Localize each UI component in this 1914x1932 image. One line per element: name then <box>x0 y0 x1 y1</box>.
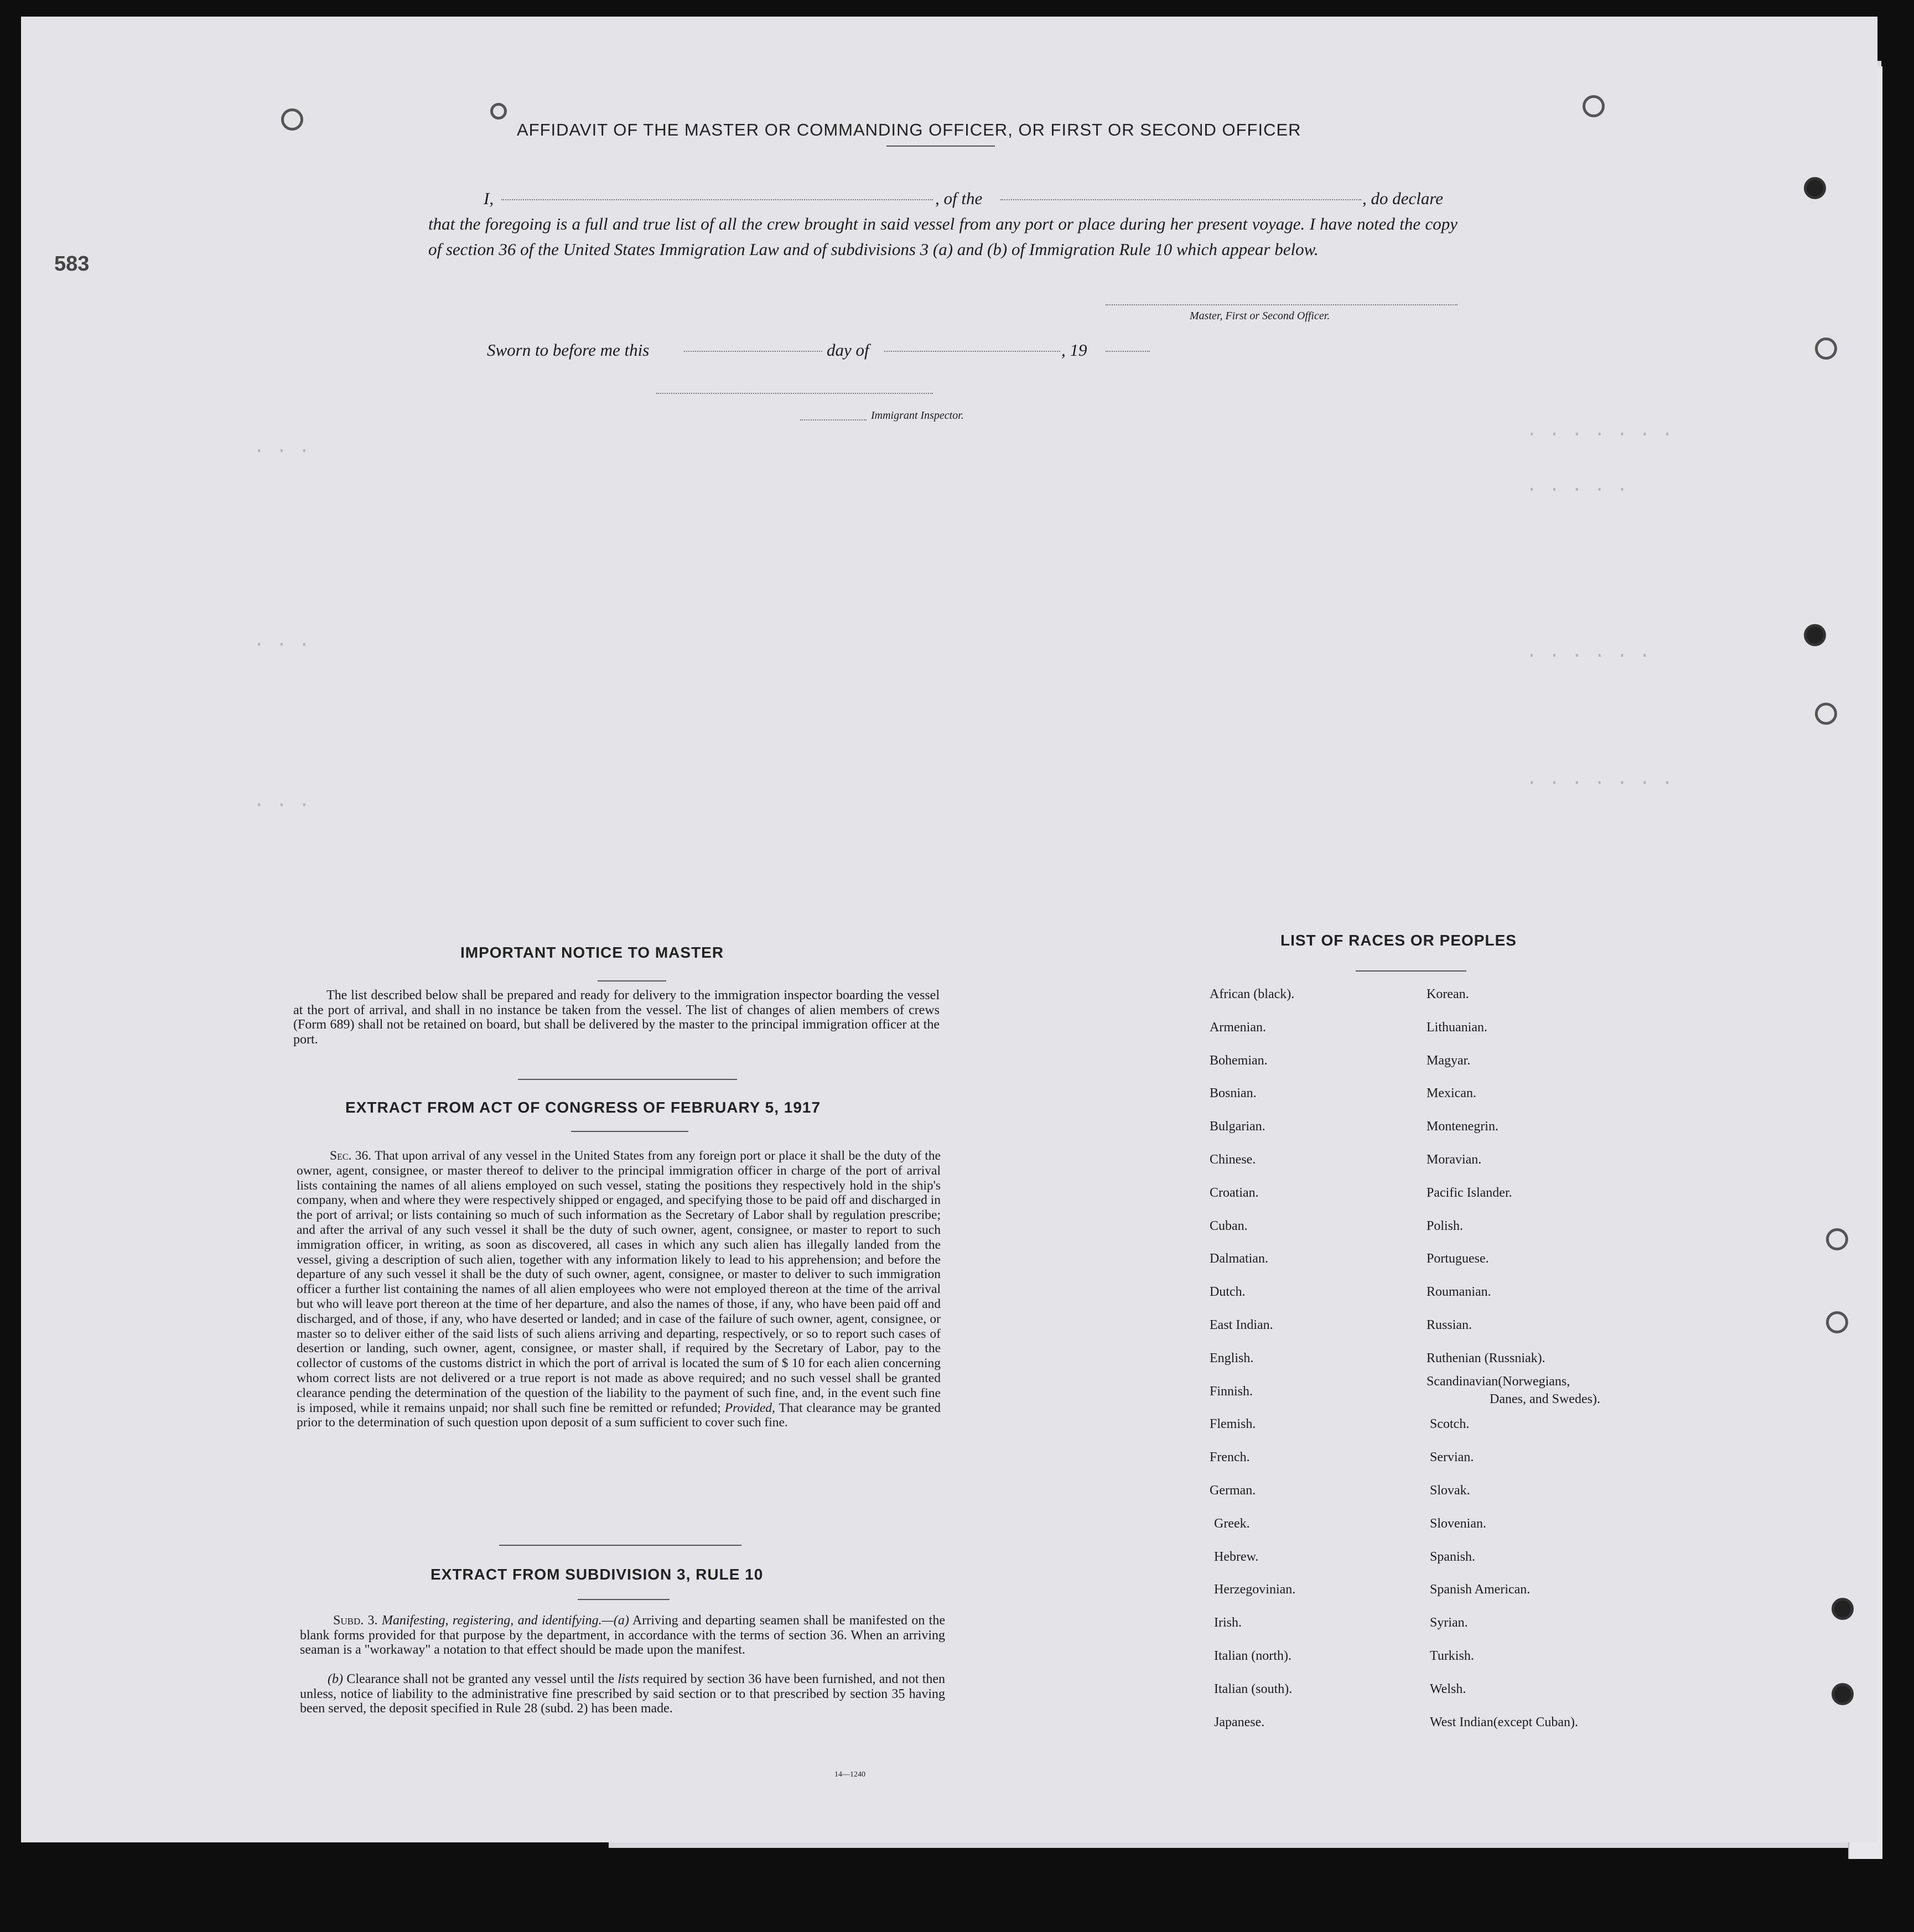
punch-hole <box>1815 703 1837 725</box>
race-item: Dalmatian. <box>1210 1251 1268 1266</box>
sworn-day-of-label: day of <box>827 340 869 360</box>
subd-a-body: Arriving and departing seamen shall be manifested on the blank forms provided for that purpose by the department, in accordance with the terms of section 36. When an arriving seaman is a "workaway" a notation to that effect should be made upon the manifest. <box>300 1613 945 1657</box>
race-item: Syrian. <box>1430 1616 1468 1630</box>
punch-hole <box>1804 177 1826 199</box>
rule-body-a <box>300 1613 945 1658</box>
race-item: Flemish. <box>1210 1417 1256 1432</box>
race-item: Pacific Islander. <box>1427 1185 1512 1200</box>
sworn-label: Sworn to before me this <box>487 340 650 360</box>
punch-hole <box>1804 624 1826 646</box>
race-item: German. <box>1210 1483 1256 1498</box>
affidavit-i-label: I, <box>484 189 494 208</box>
race-item: Bohemian. <box>1210 1053 1268 1068</box>
race-item: West Indian(except Cuban). <box>1430 1715 1578 1730</box>
subd-label: Subd. 3. <box>333 1613 378 1628</box>
subd-b-label: (b) <box>328 1672 343 1686</box>
race-item: East Indian. <box>1210 1318 1273 1332</box>
race-item: Cuban. <box>1210 1218 1248 1233</box>
sworn-year-blank <box>1106 351 1150 352</box>
sec-label: Sec. 36. <box>330 1149 372 1163</box>
act-body <box>297 1149 941 1430</box>
race-item: Greek. <box>1214 1516 1250 1531</box>
subd-b-lists: lists <box>618 1672 640 1686</box>
inspector-blank <box>656 393 933 394</box>
punch-hole <box>1832 1598 1854 1620</box>
race-item: Italian (south). <box>1214 1681 1293 1696</box>
race-item: Korean. <box>1427 987 1469 1001</box>
name-blank <box>501 199 933 200</box>
section-divider <box>518 1079 737 1080</box>
race-item: Magyar. <box>1427 1053 1471 1068</box>
race-item: Dutch. <box>1210 1285 1246 1300</box>
punch-hole <box>1583 95 1605 117</box>
affidavit-body: that the foregoing is a full and true list of all the crew brought in said vessel from any port or place during her present voyage. I have noted the copy of section 36 of the United States Immigration Law and of subdivisions 3 (a) and (b) of Immigration Rule 10 which appear below. <box>428 214 1457 259</box>
punch-hole <box>1815 337 1837 360</box>
section-divider-2 <box>499 1545 741 1546</box>
race-item: Chinese. <box>1210 1152 1256 1167</box>
punch-hole <box>1826 1228 1848 1250</box>
race-item: Finnish. <box>1210 1384 1253 1399</box>
race-item: Irish. <box>1214 1616 1242 1630</box>
subd-a-label: —(a) <box>601 1613 629 1628</box>
act-title: EXTRACT FROM ACT OF CONGRESS OF FEBRUARY 5, 1917 <box>345 1099 821 1116</box>
race-item: Ruthenian (Russniak). <box>1427 1351 1545 1365</box>
margin-number: 583 <box>54 252 90 276</box>
race-item: Scandinavian(Norwegians, <box>1427 1374 1570 1389</box>
race-item: Welsh. <box>1430 1681 1466 1696</box>
race-item: African (black). <box>1210 987 1295 1001</box>
sec-body: That upon arrival of any vessel in the United States from any foreign port or place it shall be the duty of the owner, agent, consignee, or master thereof to deliver to the principal immigration officer in charge of the port of arrival lists containing the names of all aliens employed on such vessel, stating the positions they respectively hold in the ship's company, when and where they were respectively shipped or engaged, and specifying those to be paid off and discharged in the port of arrival; or lists containing so much of such information as the Secretary of Labor shall by regulation prescribe; and after the arrival of any such vessel it shall be the duty of such owner, agent, consignee, or master to report to such immigration officer, in writing, as soon as discovered, all cases in which any such alien has illegally landed from the vessel, giving a description of such alien, together with any information likely to lead to his apprehension; and before the departure of any such vessel it shall be the duty of such owner, agent, consignee, or master to deliver to such immigration officer a further list containing the names of all alien employees who were not employed thereon at the time of the arrival but who will leave port thereon at the time of her departure, and also the names of those, if any, who have been paid off and discharged, and of those, if any, who have deserted or landed; and in case of the failure of such owner, agent, consignee, or master so to deliver either of the said lists of such aliens arriving and departing, respectively, or so to report such cases of desertion or landing, such owner, agent, consignee, or master shall, if required by the Secretary of Labor, pay to the collector of customs of the customs district in which the port of arrival is located the sum of $ 10 for each alien concerning whom correct lists are not delivered or a true report is not made as above required; and no such vessel shall be granted clearance pending the determination of the question of the liability to the payment of such fine, and, in the event such fine is imposed, while it remains unpaid; nor shall such fine be remitted or refunded; <box>297 1149 941 1415</box>
race-item: Moravian. <box>1427 1152 1482 1167</box>
punch-hole <box>281 108 303 131</box>
race-item: Bulgarian. <box>1210 1119 1265 1134</box>
title-rule <box>886 146 995 147</box>
race-item: English. <box>1210 1351 1254 1365</box>
punch-hole <box>490 103 507 120</box>
sworn-day-blank <box>684 351 822 352</box>
sworn-month-blank <box>884 351 1060 352</box>
race-item: French. <box>1210 1450 1250 1465</box>
race-item: Armenian. <box>1210 1020 1266 1035</box>
affidavit-title: AFFIDAVIT OF THE MASTER OR COMMANDING OFFICER, OR FIRST OR SECOND OFFICER <box>517 120 1301 139</box>
signature-caption: Master, First or Second Officer. <box>1190 310 1330 322</box>
race-item: Mexican. <box>1427 1086 1476 1101</box>
race-item: Montenegrin. <box>1427 1119 1498 1134</box>
document-sheet: . . . . . . . . . . . . . . . . . . . . . . . . . . . . . . . . . . 583 AFFIDAVIT OF THE MASTER OR COMMANDING OFFICER, OR FIRST OR SECOND OFFICER I, , of the , do declare that the foregoing is a full and true list of all the crew brought in said vessel from any port or place during her present voyage. I have noted the copy of section 36 of the United States Immigration Law and of subdivisions 3 (a) and (b) of Immigration Rule 10 which appear below. Master, First or Second Officer. Sworn to before me this day of , 19 Immigrant Inspector. IMPORTANT NOTICE TO MASTER The list described below shall be prepared and ready for delivery to the immigration inspector boarding the vessel at the port of arrival, and shall in no instance be taken from the vessel. The list of changes of alien members of crews (Form 689) shall not be retained on board, but shall be delivered by the master to the principal immigration officer at the port. EXTRACT FROM ACT OF CONGRESS OF FEBRUARY 5, 1917 Sec. 36. That upon arrival of any vessel in the United States from any foreign port or place it shall be the duty of the owner, agent, consignee, or master thereof to deliver to the principal immigration officer in charge of the port of arrival lists containing the names of all aliens employed on such vessel, stating the positions they respectively hold in the ship's company, when and where they were respectively shipped or engaged, and specifying those to be paid off and discharged in the port of arrival; or lists containing so much of such information as the Secretary of Labor shall by regulation prescribe; and after the arrival of any such vessel it shall be the duty of such owner, agent, consignee, or master to report to such immigration officer, in writing, as soon as discovered, all cases in which any such alien has illegally landed from the vessel, giving a description of such alien, together with any information likely to lead to his apprehension; and before the departure of any such vessel it shall be the duty of such owner, agent, consignee, or master to deliver to such immigration officer a further list containing the names of all alien employees who were not employed thereon at the time of the arrival but who will leave port thereon at the time of her departure, and also the names of those, if any, who have been paid off and discharged, and of those, if any, who have deserted or landed; and in case of the failure of such owner, agent, consignee, or master so to deliver either of the said lists of such aliens arriving and departing, respectively, or so to report such cases of desertion or landing, such owner, agent, consignee, or master shall, if required by the Secretary of Labor, pay to the collector of customs of the customs district in which the port of arrival is located the sum of $ 10 for each alien concerning whom correct lists are not delivered or a true report is not made as above required; and no such vessel shall be granted clearance pending the determination of the question of the liability to the payment of such fine, and, in the event such fine is imposed, while it remains unpaid; nor shall such fine be remitted or refunded; Provided, That clearance may be granted prior to the determination of such question upon deposit of a sum sufficient to cover such fine. EXTRACT FROM SUBDIVISION 3, RULE 10 Subd. 3. Manifesting, registering, and identifying.—(a) Arriving and departing seamen shall be manifested on the blank forms provided for that purpose by the department, in accordance with the terms of section 36. When an arriving seaman is a "workaway" a notation to that effect should be made upon the manifest. (b) Clearance shall not be granted any vessel until the lists required by section 36 have been furnished, and not then unless, notice of liability to the administrative fine prescribed by said section or to that prescribed by section 35 having been served, the deposit specified in Rule 28 (subd. 2) has been made. 14—1240 LIST OF RACES OR PEOPLES Danes, and Swedes). African (black). Armenian. Bohemian. Bosnian. Bulgarian. Chinese. Croatian. Cuban. Dalmatian. Dutch. East Indian. English. Finnish. Flemish. French. German. Greek. Hebrew. Herzegovinian. Irish. Italian (north). Italian (south). Japanese. Korean. Lithuanian. Magyar. Mexican. Montenegrin. Moravian. Pacific Islander. Polish. Portuguese. Roumanian. Russian. Ruthenian (Russniak). Scandinavian(Norwegians, Scotch. Servian. Slovak. Slovenian. Spanish. Spanish American. Syrian. Turkish. Welsh. West Indian(except Cuban). <box>21 17 1877 1842</box>
race-item: Spanish American. <box>1430 1582 1531 1597</box>
provided-body: That clearance may be granted prior to the determination of such question upon deposit of a sum sufficient to cover such fine. <box>297 1400 941 1430</box>
act-rule <box>571 1131 688 1132</box>
sworn-year-label: , 19 <box>1061 340 1087 360</box>
signature-blank <box>1106 304 1457 305</box>
race-item: Scotch. <box>1430 1417 1470 1432</box>
punch-hole <box>1826 1311 1848 1333</box>
race-item: Croatian. <box>1210 1185 1259 1200</box>
race-item: Italian (north). <box>1214 1649 1291 1663</box>
subd-heading: Manifesting, registering, and identifying. <box>381 1613 602 1628</box>
race-item: Servian. <box>1430 1450 1474 1465</box>
race-item: Slovenian. <box>1430 1516 1486 1531</box>
race-item: Portuguese. <box>1427 1251 1489 1266</box>
form-number: 14—1240 <box>834 1770 865 1779</box>
race-item: Herzegovinian. <box>1214 1582 1296 1597</box>
race-item: Roumanian. <box>1427 1285 1491 1300</box>
rule-title-rule <box>578 1599 670 1600</box>
subd-b-body-2: required by section 36 have been furnished, and not then unless, notice of liability to the administrative fine prescribed by said section or to that prescribed by section 35 having been served, the deposit specified in Rule 28 (subd. 2) has been made. <box>300 1672 946 1716</box>
affidavit-of-the-label: , of the <box>935 189 983 208</box>
subd-b-body-1: Clearance shall not be granted any vessel until the <box>346 1672 615 1686</box>
race-item: Japanese. <box>1214 1715 1265 1730</box>
inspector-caption: Immigrant Inspector. <box>871 409 964 422</box>
rule-title: EXTRACT FROM SUBDIVISION 3, RULE 10 <box>430 1566 764 1583</box>
race-item: Polish. <box>1427 1218 1464 1233</box>
race-item: Danes, and Swedes). <box>1490 1392 1600 1406</box>
race-item: Lithuanian. <box>1427 1020 1487 1035</box>
notice-body: The list described below shall be prepared and ready for delivery to the immigration inspector boarding the vessel at the port of arrival, and shall in no instance be taken from the vessel. The list of changes of alien members of crews (Form 689) shall not be retained on board, but shall be delivered by the master to the principal immigration officer at the port. <box>293 988 940 1047</box>
races-title: LIST OF RACES OR PEOPLES <box>1280 932 1517 949</box>
race-item: Turkish. <box>1430 1649 1474 1663</box>
notice-rule <box>598 980 666 981</box>
race-item: Slovak. <box>1430 1483 1470 1498</box>
races-rule <box>1356 970 1466 972</box>
punch-hole <box>1832 1683 1854 1705</box>
notice-title: IMPORTANT NOTICE TO MASTER <box>460 944 724 961</box>
provided-label: Provided, <box>724 1400 775 1415</box>
vessel-blank <box>1000 199 1361 200</box>
race-item: Spanish. <box>1430 1549 1476 1564</box>
rule-body-b <box>300 1672 945 1716</box>
inspector-blank-2 <box>800 419 867 420</box>
affidavit-declare-label: , do declare <box>1362 189 1444 208</box>
race-item: Russian. <box>1427 1318 1472 1332</box>
race-item: Bosnian. <box>1210 1086 1257 1101</box>
race-item: Hebrew. <box>1214 1549 1259 1564</box>
